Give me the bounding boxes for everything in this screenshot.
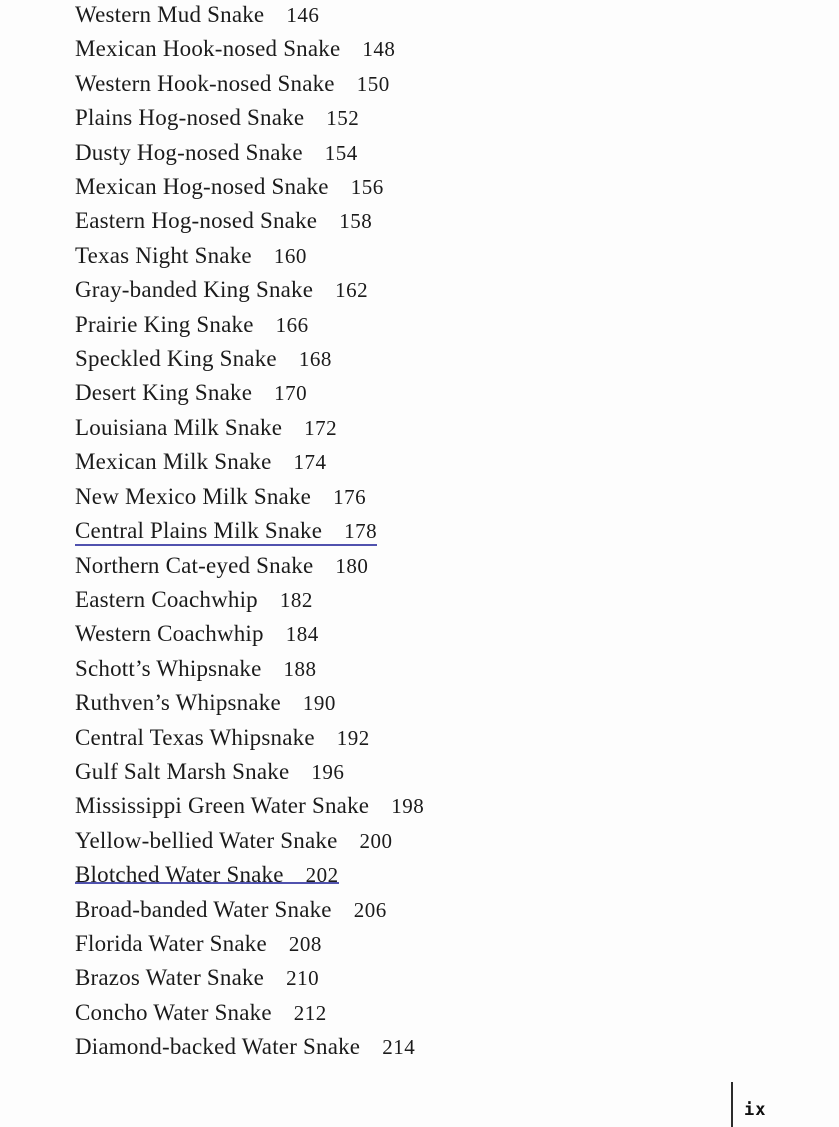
toc-entry-inner bbox=[75, 0, 319, 32]
toc-entry bbox=[75, 136, 424, 170]
toc-entry-page-number: 210 bbox=[286, 966, 320, 991]
toc-entry-name: Central Plains Milk Snake bbox=[75, 518, 323, 544]
toc-entry-page-number: 188 bbox=[283, 656, 317, 681]
toc-entry-page-number: 168 bbox=[298, 347, 332, 372]
toc-entry-page-number: 162 bbox=[335, 278, 369, 303]
toc-entry-inner bbox=[75, 411, 337, 445]
toc-entry-name: Plains Hog-nosed Snake bbox=[75, 105, 305, 131]
toc-entry-inner bbox=[75, 342, 332, 376]
toc-entry-inner bbox=[75, 961, 319, 995]
toc-entry-inner bbox=[75, 996, 327, 1030]
toc-entry-page-number: 156 bbox=[350, 175, 384, 200]
toc-entry-name: Central Texas Whipsnake bbox=[75, 724, 315, 750]
toc-entry bbox=[75, 411, 424, 445]
toc-entry-inner bbox=[75, 101, 359, 135]
toc-entry-name: Prairie King Snake bbox=[75, 311, 254, 337]
toc-entry-page-number: 158 bbox=[339, 209, 373, 234]
toc-entry-page-number: 152 bbox=[326, 106, 360, 131]
toc-entry-inner bbox=[75, 721, 370, 755]
toc-entry-page-number: 182 bbox=[279, 587, 313, 612]
toc-entry-name: Eastern Hog-nosed Snake bbox=[75, 208, 318, 234]
toc-entry-page-number: 208 bbox=[288, 931, 322, 956]
toc-entry-inner bbox=[75, 204, 372, 238]
toc-entry-page-number: 184 bbox=[285, 622, 319, 647]
toc-entry-page-number: 200 bbox=[359, 828, 393, 853]
toc-entry-page-number: 160 bbox=[273, 243, 307, 268]
toc-entry[interactable] bbox=[75, 858, 424, 892]
toc-entry-name: Yellow-bellied Water Snake bbox=[75, 827, 338, 853]
toc-entry bbox=[75, 376, 424, 410]
toc-entry bbox=[75, 549, 424, 583]
toc-entry bbox=[75, 721, 424, 755]
toc-entry bbox=[75, 686, 424, 720]
toc-entry-page-number: 146 bbox=[286, 3, 320, 27]
toc-entry bbox=[75, 789, 424, 823]
toc-entry-inner bbox=[75, 549, 368, 583]
toc-entry-page-number: 176 bbox=[333, 484, 367, 509]
toc-entry bbox=[75, 273, 424, 307]
toc-entry-page-number: 172 bbox=[304, 415, 338, 440]
toc-entry[interactable] bbox=[75, 514, 424, 548]
toc-entry-name: Western Mud Snake bbox=[75, 2, 265, 27]
toc-entry bbox=[75, 824, 424, 858]
toc-entry-inner bbox=[75, 789, 424, 823]
toc-entry-inner bbox=[75, 824, 392, 858]
toc-entry-page-number: 214 bbox=[382, 1035, 416, 1060]
toc-entry bbox=[75, 204, 424, 238]
toc-entry-inner bbox=[75, 514, 377, 548]
toc-entry bbox=[75, 652, 424, 686]
toc-entry-name: Mexican Hog-nosed Snake bbox=[75, 174, 329, 200]
toc-entry bbox=[75, 67, 424, 101]
toc-entry-name: Gulf Salt Marsh Snake bbox=[75, 758, 290, 784]
toc-entry-inner bbox=[75, 858, 339, 892]
toc-entry bbox=[75, 961, 424, 995]
toc-entry-inner bbox=[75, 1030, 415, 1064]
toc-entry-inner bbox=[75, 67, 390, 101]
toc-entry bbox=[75, 308, 424, 342]
toc-entry-page-number: 198 bbox=[391, 794, 425, 819]
toc-entry bbox=[75, 1030, 424, 1064]
toc-entry-page-number: 174 bbox=[293, 450, 327, 475]
toc-entry-page-number: 212 bbox=[293, 1000, 327, 1025]
toc-entry bbox=[75, 32, 424, 66]
toc-entry bbox=[75, 101, 424, 135]
toc-entry-name: Ruthven’s Whipsnake bbox=[75, 690, 281, 716]
toc-entry bbox=[75, 927, 424, 961]
toc-entry-inner bbox=[75, 308, 309, 342]
toc-entry-name: New Mexico Milk Snake bbox=[75, 483, 312, 509]
toc-entry bbox=[75, 0, 424, 32]
toc-entry-inner bbox=[75, 273, 368, 307]
toc-entry bbox=[75, 342, 424, 376]
toc-entry-name: Concho Water Snake bbox=[75, 999, 272, 1025]
toc-entry-name: Mississippi Green Water Snake bbox=[75, 793, 370, 819]
toc-entry-page-number: 202 bbox=[305, 863, 339, 888]
toc-entry-page-number: 196 bbox=[311, 759, 345, 784]
toc-entry-name: Speckled King Snake bbox=[75, 346, 277, 372]
toc-entry bbox=[75, 445, 424, 479]
toc-entry-inner bbox=[75, 686, 336, 720]
toc-entry-name: Texas Night Snake bbox=[75, 242, 252, 268]
toc-entry-name: Eastern Coachwhip bbox=[75, 586, 258, 612]
toc-entry bbox=[75, 617, 424, 651]
toc-entry-page-number: 192 bbox=[336, 725, 370, 750]
toc-entry-page-number: 170 bbox=[274, 381, 308, 406]
toc-entry-inner bbox=[75, 893, 387, 927]
toc-entry-name: Schott’s Whipsnake bbox=[75, 655, 262, 681]
toc-entry-name: Brazos Water Snake bbox=[75, 965, 265, 991]
toc-entry-name: Broad-banded Water Snake bbox=[75, 896, 332, 922]
toc-entry-name: Desert King Snake bbox=[75, 380, 253, 406]
toc-entry-inner bbox=[75, 136, 358, 170]
toc-entry-inner bbox=[75, 376, 307, 410]
toc-entry-page-number: 150 bbox=[356, 71, 390, 96]
toc-list bbox=[75, 0, 424, 1065]
toc-entry-page-number: 154 bbox=[324, 140, 358, 165]
toc-entry bbox=[75, 480, 424, 514]
toc-entry-name: Diamond-backed Water Snake bbox=[75, 1034, 361, 1060]
toc-entry-inner bbox=[75, 652, 317, 686]
toc-entry-name: Western Hook-nosed Snake bbox=[75, 70, 335, 96]
toc-entry bbox=[75, 170, 424, 204]
toc-entry-page-number: 148 bbox=[362, 37, 396, 62]
toc-entry bbox=[75, 996, 424, 1030]
toc-entry-name: Mexican Milk Snake bbox=[75, 449, 272, 475]
toc-entry bbox=[75, 239, 424, 273]
toc-entry-name: Louisiana Milk Snake bbox=[75, 414, 283, 440]
toc-entry-name: Western Coachwhip bbox=[75, 621, 264, 647]
toc-entry-name: Mexican Hook-nosed Snake bbox=[75, 36, 341, 62]
toc-entry-page-number: 180 bbox=[335, 553, 369, 578]
toc-entry-inner bbox=[75, 239, 307, 273]
toc-entry-name: Blotched Water Snake bbox=[75, 862, 284, 888]
toc-entry bbox=[75, 755, 424, 789]
toc-entry-page-number: 178 bbox=[344, 519, 378, 544]
toc-entry-inner bbox=[75, 170, 384, 204]
page-number-folio: ix bbox=[744, 1100, 767, 1120]
toc-entry-name: Dusty Hog-nosed Snake bbox=[75, 139, 303, 165]
folio-divider-rule bbox=[731, 1082, 733, 1127]
toc-entry-page-number: 166 bbox=[275, 312, 309, 337]
toc-entry-inner bbox=[75, 480, 366, 514]
toc-entry-inner bbox=[75, 617, 319, 651]
toc-entry-page-number: 206 bbox=[353, 897, 387, 922]
toc-entry-inner bbox=[75, 755, 344, 789]
toc-entry bbox=[75, 583, 424, 617]
toc-entry-name: Florida Water Snake bbox=[75, 930, 267, 956]
toc-entry-inner bbox=[75, 927, 322, 961]
toc-entry-page-number: 190 bbox=[302, 691, 336, 716]
toc-entry bbox=[75, 893, 424, 927]
toc-entry-inner bbox=[75, 32, 395, 66]
toc-entry-inner bbox=[75, 445, 327, 479]
toc-entry-inner bbox=[75, 583, 313, 617]
toc-entry-name: Gray-banded King Snake bbox=[75, 277, 314, 303]
toc-entry-name: Northern Cat-eyed Snake bbox=[75, 552, 314, 578]
